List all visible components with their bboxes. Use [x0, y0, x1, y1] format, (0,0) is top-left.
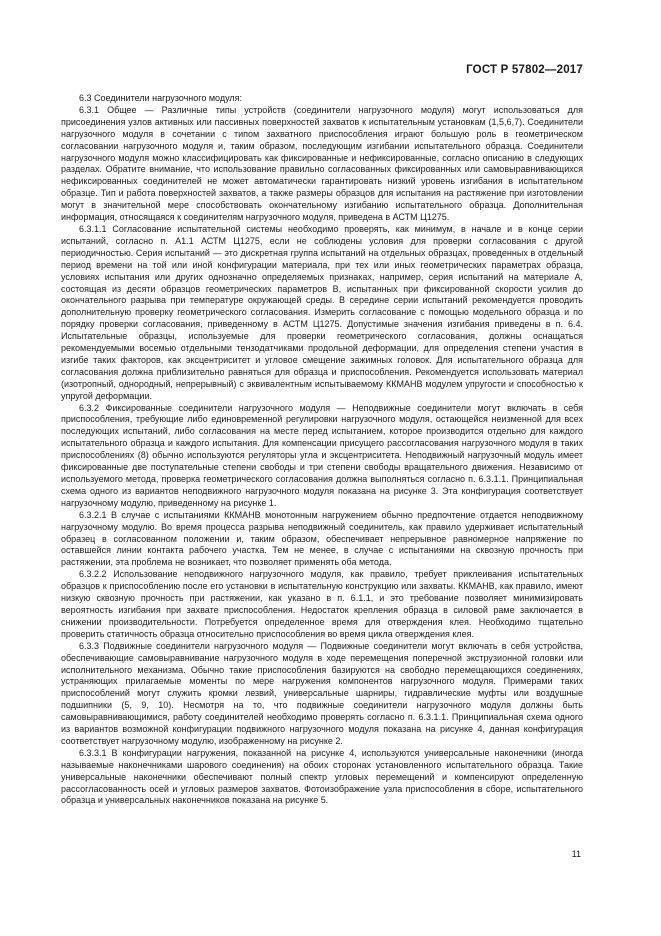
paragraph-6-3-2: 6.3.2 Фиксированные соединители нагрузочного модуля — Неподвижные соединители могут включать в себя приспособления, требующие либо единовременной регулировки нагрузочного модуля, остающейся неизменной для всех последующих испытаний, либо согласования на месте перед испытанием, которое производится отдельно для каждого испытательного образца и каждого испытания. Для компенсации присущего рассогласования нагрузочного модуля в таких приспособлениях (8) обычно используются регуляторы угла и эксцентриситета. Неподвижный нагрузочный модуль имеет фиксированные две поступательные степени свободы и три степени свободы вращательного движения. Независимо от используемого метода, проверка геометрического согласования должна выполняться согласно п. 6.3.1.1. Принципиальная схема одного из вариантов неподвижного нагрузочного модуля показана на рисунке 3. Эта конфигурация соответствует нагрузочному модулю, приведенному на рисунке 1.	[61, 402, 583, 508]
document-id-header: ГОСТ Р 57802—2017	[466, 64, 583, 76]
paragraph-6-3-2-1: 6.3.2.1 В случае с испытаниями ККМАНВ монотонным нагружением обычно предпочтение отдается неподвижному нагрузочному модулю. Во время процесса разрыва неподвижный соединитель, как правило удерживает испытательный образец в согласованном положении и, таким образом, обеспечивает непрерывное равномерное напряжение по оставшейся линии контакта рабочего участка. Тем не менее, в случае с испытаниями на сквозную прочность при растяжении, эта проблема не возникает, что позволяет применять оба метода.	[61, 509, 583, 568]
section-heading: 6.3 Соединители нагрузочного модуля:	[79, 93, 243, 103]
paragraph-6-3-3-1: 6.3.3.1 В конфигурации нагружения, показанной на рисунке 4, используются универсальные наконечники (иногда называемые наконечниками шарового соединения) на обоих сторонах установленного испытательного образца. Такие универсальные наконечники обеспечивают полный спектр угловых перемещений и компенсируют определенную рассогласованность осей и угловых размеров захватов. Фотоизображение узла приспособления в сборе, испытательного образца и универсальных наконечников показана на рисунке 5.	[61, 747, 583, 806]
paragraph-6-3-1: 6.3.1 Общее — Различные типы устройств (соединители нагрузочного модуля) могут использоваться для присоединения узлов активных или пассивных поверхностей захватов к испытательным установкам (1,5,6,7). Соединители нагрузочного модуля в сочетании с типом захватного приспособления играют большую роль в геометрическом согласовании нагрузочного модуля и, таким образом, последующим изгибании испытательного образца. Соединители нагрузочного модуля можно классифицировать как фиксированные и нефиксированные, согласно описанию в следующих разделах. Обратите внимание, что использование правильно согласованных фиксированных или самовыравнивающихся нефиксированных соединителей не может автоматически гарантировать низкий уровень изгибания в испытательном образце. Тип и работа поверхностей захватов, а также размеры образцов для испытания на растяжение при изготовлении могут в значительной мере способствовать окончательному изгибанию испытательного образца. Дополнительная информация, относящаяся к соединителям нагрузочного модуля, приведена в АСТМ Ц1275.	[61, 104, 583, 223]
paragraph-6-3-1-1: 6.3.1.1 Согласование испытательной системы необходимо проверять, как минимум, в начале и в конце серии испытаний, согласно п. А1.1 АСТМ Ц1275, если не соблюдены условия для проверки согласования с другой периодичностью. Серия испытаний — это дискретная группа испытаний на отдельных образцах, проведенных в отдельный период времени на той или иной конфигурации материала, при тех или иных геометрических параметрах образца, условиях испытания или других однозначно определяемых признаках, например, серия испытаний на материале А, состоящая из десяти образцов геометрических параметров В, испытанных при фиксированной скорости усилия до окончательного разрыва при температуре окружающей среды. В середине серии испытаний рекомендуется проводить дополнительную проверку геометрического согласования. Измерить согласование с помощью модельного образца и по порядку проверки согласования, приведенному в АСТМ Ц1275. Допустимые значения изгибания приведены в п. 6.4. Испытательные образцы, используемые для проверки геометрического согласования, должны оснащаться рекомендуемыми восемью отдельными тензодатчиками продольной деформации, для определения степени участия в изгибе таких факторов, как эксцентриситет и угловое смещение зажимных головок. Для испытательного образца для согласования должна приблизительно равняться для образца и приспособления. Рекомендуется использовать материал (изотропный, однородный, непрерывный) с эквивалентным испытываемому ККМАНВ модулем упругости и способностью к упругой деформации.	[61, 223, 583, 401]
page-number: 11	[571, 849, 581, 859]
paragraph-6-3-3: 6.3.3 Подвижные соединители нагрузочного модуля — Подвижные соединители могут включать в себя устройства, обеспечивающие самовыравнивание нагрузочного модуля в ходе перемещения поперечной экструзионной головки или исполнительного механизма. Обычно такие приспособления базируются на свободно перемещающихся соединениях, устраняющих прилагаемые моменты по мере нагружения компонентов нагрузочного модуля. Примерами таких приспособлений могут служить кромки лезвий, универсальные шарниры, гидравлические муфты или воздушные подшипники (5, 9, 10). Несмотря на то, что подвижные соединители нагрузочного модуля должны быть самовыравнивающимися, работу соединителей необходимо проверять согласно п. 6.3.1.1. Принципиальная схема одного из вариантов возможной конфигурации подвижного нагрузочного модуля показана на рисунке 4, данная конфигурация соответствует нагрузочному модулю, изображенному на рисунке 2.	[61, 640, 583, 746]
paragraph-6-3-2-2: 6.3.2.2 Использование неподвижного нагрузочного модуля, как правило, требует приклеивания испытательных образцов к приспособлению после его установки в испытательную конструкцию или захваты. ККМАНВ, как правило, имеют низкую сквозную прочность при растяжении, как указано в п. 6.1.1, и это требование позволяет минимизировать вероятность изгибания при захвате приспособления. Недостаток крепления образца в силовой раме заключается в снижении производительности. Потребуется определенное время для отверждения клея. Необходимо тщательно проверить статичность образца относительно приспособления во время цикла отверждения клея.	[61, 569, 583, 639]
section-body	[61, 93, 583, 807]
